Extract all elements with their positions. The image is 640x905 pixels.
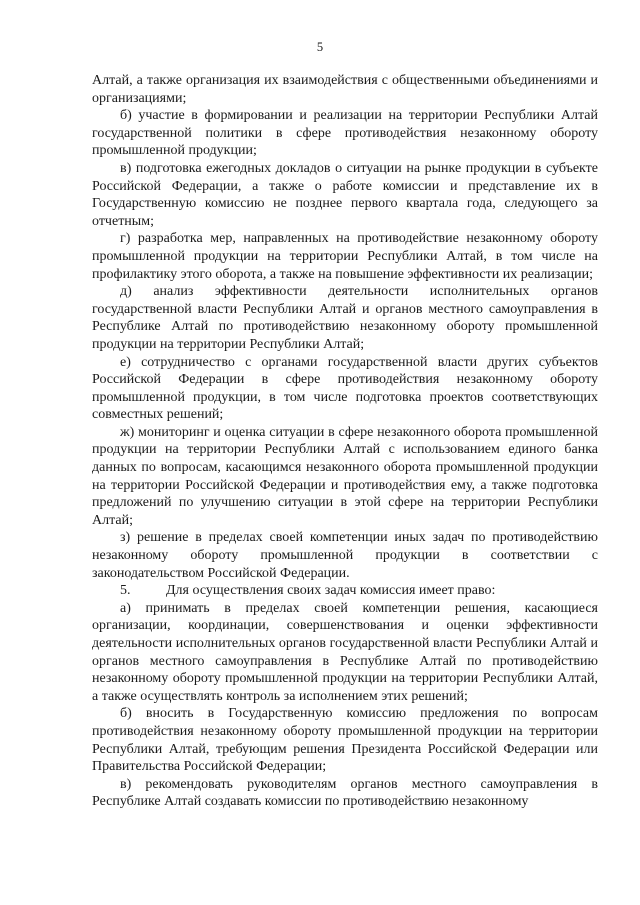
- paragraph-continuation: Алтай, а также организация их взаимодействия с общественными объединениями и организациями;: [92, 73, 598, 106]
- paragraph-right-b: б) вносить в Государственную комиссию предложения по вопросам противодействия незаконному обороту промышленной продукции на территории Республики Алтай, требующим решения Президента Российской Федерации или Правительства Российской Федерации;: [92, 706, 598, 775]
- paragraph-item-zh: ж) мониторинг и оценка ситуации в сфере незаконного оборота промышленной продукции на территории Республики Алтай с использованием единого банка данных по вопросам, касающимся незаконного оборота промышленной продукции на территории Российской Федерации и противодействия ему, а также подготовка предложений по улучшению ситуации в этой сфере на территории Республики Алтай;: [92, 424, 598, 528]
- paragraph-right-a: а) принимать в пределах своей компетенции решения, касающиеся организации, координации, совершенствования и оценки эффективности деятельности исполнительных органов государственной власти Республики Алтай и органов местного самоуправления в Республике Алтай по противодействию незаконному обороту промышленной продукции на территории Республики Алтай, а также осуществлять контроль за исполнением этих решений;: [92, 600, 598, 704]
- document-body: [92, 72, 598, 811]
- paragraph-item-g: г) разработка мер, направленных на противодействие незаконному обороту промышленной продукции на территории Республики Алтай, в том числе на профилактику этого оборота, а также на повышение эффективности их реализации;: [92, 231, 598, 282]
- section-number: 5.: [120, 583, 131, 599]
- paragraph-item-v: в) подготовка ежегодных докладов о ситуации на рынке продукции в субъекте Российской Федерации, а также о работе комиссии и представление их в Государственную комиссию не позднее первого квартала года, следующего за отчетным;: [92, 160, 598, 229]
- paragraph-item-b: б) участие в формировании и реализации на территории Республики Алтай государственной политики в сфере противодействия незаконному обороту промышленной продукции;: [92, 108, 598, 159]
- paragraph-right-v: в) рекомендовать руководителям органов местного самоуправления в Республике Алтай создавать комиссии по противодействию незаконному: [92, 776, 598, 810]
- section-5-heading: [92, 582, 598, 600]
- section-5-text: Для осуществления своих задач комиссия имеет право:: [166, 583, 496, 599]
- paragraph-item-e: е) сотрудничество с органами государственной власти других субъектов Российской Федерации в сфере противодействия незаконному обороту промышленной продукции, в том числе подготовка проектов соответствующих совместных решений;: [92, 354, 598, 423]
- paragraph-item-d: д) анализ эффективности деятельности исполнительных органов государственной власти Республики Алтай и органов местного самоуправления в Республике Алтай по противодействию незаконному обороту промышленной продукции на территории Республики Алтай;: [92, 284, 598, 352]
- page-number: 5: [316, 40, 324, 54]
- paragraph-item-z: з) решение в пределах своей компетенции иных задач по противодействию незаконному обороту промышленной продукции в соответствии с законодательством Российской Федерации.: [92, 530, 598, 581]
